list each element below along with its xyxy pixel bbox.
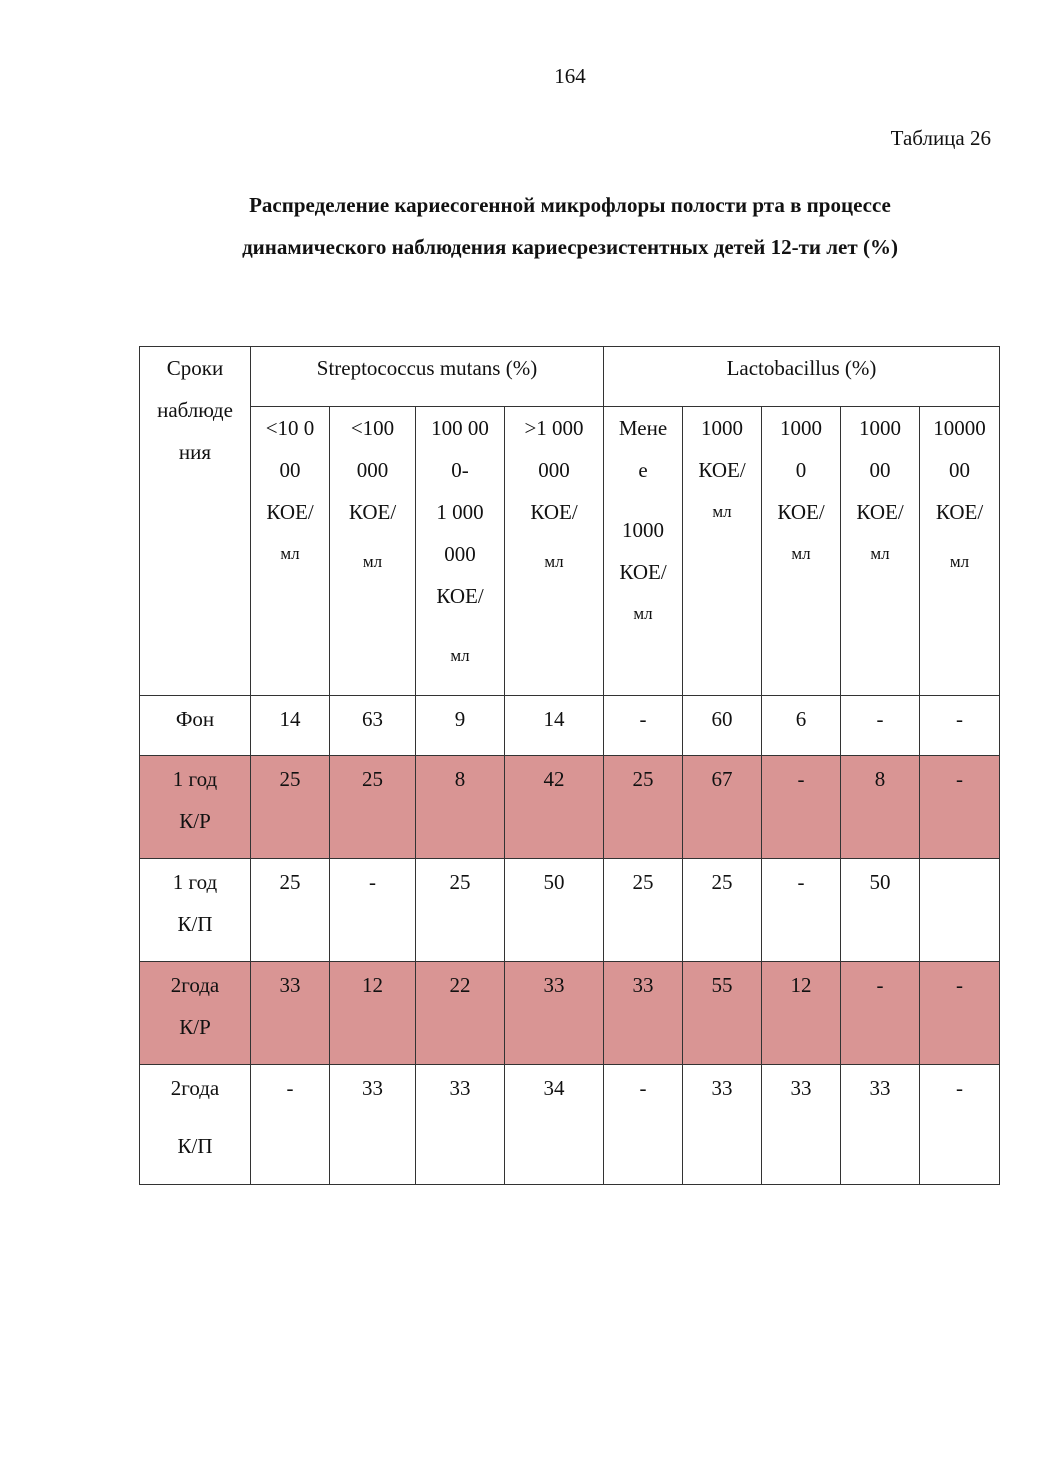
lacto-col-header: 10000 00 КОЕ/ мл: [920, 407, 1000, 696]
table-cell: -: [920, 962, 1000, 1065]
table-cell: 50: [505, 859, 604, 962]
page-number: 164: [554, 64, 586, 88]
table-cell: 33: [330, 1065, 416, 1185]
strep-col-header: >1 000 000 КОЕ/ мл: [505, 407, 604, 696]
strep-col-header: 100 00 0- 1 000 000 КОЕ/ мл: [416, 407, 505, 696]
strep-col-header: <100 000 КОЕ/ мл: [330, 407, 416, 696]
table-cell: 33: [604, 962, 683, 1065]
table-cell: -: [762, 756, 841, 859]
table-body: [140, 696, 1000, 1185]
table-cell: -: [920, 1065, 1000, 1185]
table-row: [140, 696, 1000, 756]
table-cell: 33: [251, 962, 330, 1065]
table-cell: 14: [505, 696, 604, 756]
table-cell: 25: [604, 859, 683, 962]
table-row: [140, 859, 1000, 962]
table-cell: -: [762, 859, 841, 962]
table-cell: 25: [251, 756, 330, 859]
table-cell: -: [841, 696, 920, 756]
row-label: 1 год К/П: [140, 859, 251, 962]
strep-col-header: <10 0 00 КОЕ/ мл: [251, 407, 330, 696]
table-row: [140, 756, 1000, 859]
table-cell: 33: [505, 962, 604, 1065]
title-line-2: динамического наблюдения кариесрезистентных детей 12-ти лет (%): [242, 235, 898, 259]
table-cell: 60: [683, 696, 762, 756]
period-header: Сроки наблюде ния: [140, 347, 251, 696]
lacto-col-header: 1000 00 КОЕ/ мл: [841, 407, 920, 696]
table-cell: 8: [416, 756, 505, 859]
table-cell: [920, 859, 1000, 962]
table-cell: -: [920, 756, 1000, 859]
table-row: [140, 1065, 1000, 1185]
table-cell: 22: [416, 962, 505, 1065]
table-cell: 25: [604, 756, 683, 859]
table-cell: 33: [416, 1065, 505, 1185]
title-line-1: Распределение кариесогенной микрофлоры полости рта в процессе: [249, 193, 891, 217]
table-cell: 6: [762, 696, 841, 756]
table-cell: 25: [683, 859, 762, 962]
microflora-table: [139, 346, 1000, 1185]
lacto-col-header: 1000 КОЕ/ мл: [683, 407, 762, 696]
table-cell: 12: [330, 962, 416, 1065]
table-cell: 67: [683, 756, 762, 859]
table-cell: 34: [505, 1065, 604, 1185]
table-cell: 33: [762, 1065, 841, 1185]
lacto-group-header: Lactobacillus (%): [604, 347, 1000, 407]
table-cell: 63: [330, 696, 416, 756]
table-cell: -: [920, 696, 1000, 756]
table-cell: -: [330, 859, 416, 962]
table-cell: 25: [251, 859, 330, 962]
table-title: [120, 184, 1020, 268]
table-row: [140, 962, 1000, 1065]
table-cell: 33: [841, 1065, 920, 1185]
table-cell: 55: [683, 962, 762, 1065]
row-label: 2года К/Р: [140, 962, 251, 1065]
header-row-groups: [140, 347, 1000, 407]
table-cell: 25: [330, 756, 416, 859]
table-cell: -: [604, 696, 683, 756]
table-caption: Таблица 26: [890, 126, 991, 150]
lacto-col-header: 1000 0 КОЕ/ мл: [762, 407, 841, 696]
table-cell: 12: [762, 962, 841, 1065]
table-cell: 33: [683, 1065, 762, 1185]
table-cell: -: [604, 1065, 683, 1185]
row-label: 2года К/П: [140, 1065, 251, 1185]
table-cell: 25: [416, 859, 505, 962]
table-cell: 9: [416, 696, 505, 756]
table-cell: 50: [841, 859, 920, 962]
table-cell: 42: [505, 756, 604, 859]
strep-group-header: Streptococcus mutans (%): [251, 347, 604, 407]
table-cell: 14: [251, 696, 330, 756]
table-cell: -: [841, 962, 920, 1065]
row-label: Фон: [140, 696, 251, 756]
table-cell: -: [251, 1065, 330, 1185]
header-row-ranges: [140, 407, 1000, 696]
row-label: 1 год К/Р: [140, 756, 251, 859]
table-cell: 8: [841, 756, 920, 859]
lacto-col-header: Мене е 1000 КОЕ/ мл: [604, 407, 683, 696]
